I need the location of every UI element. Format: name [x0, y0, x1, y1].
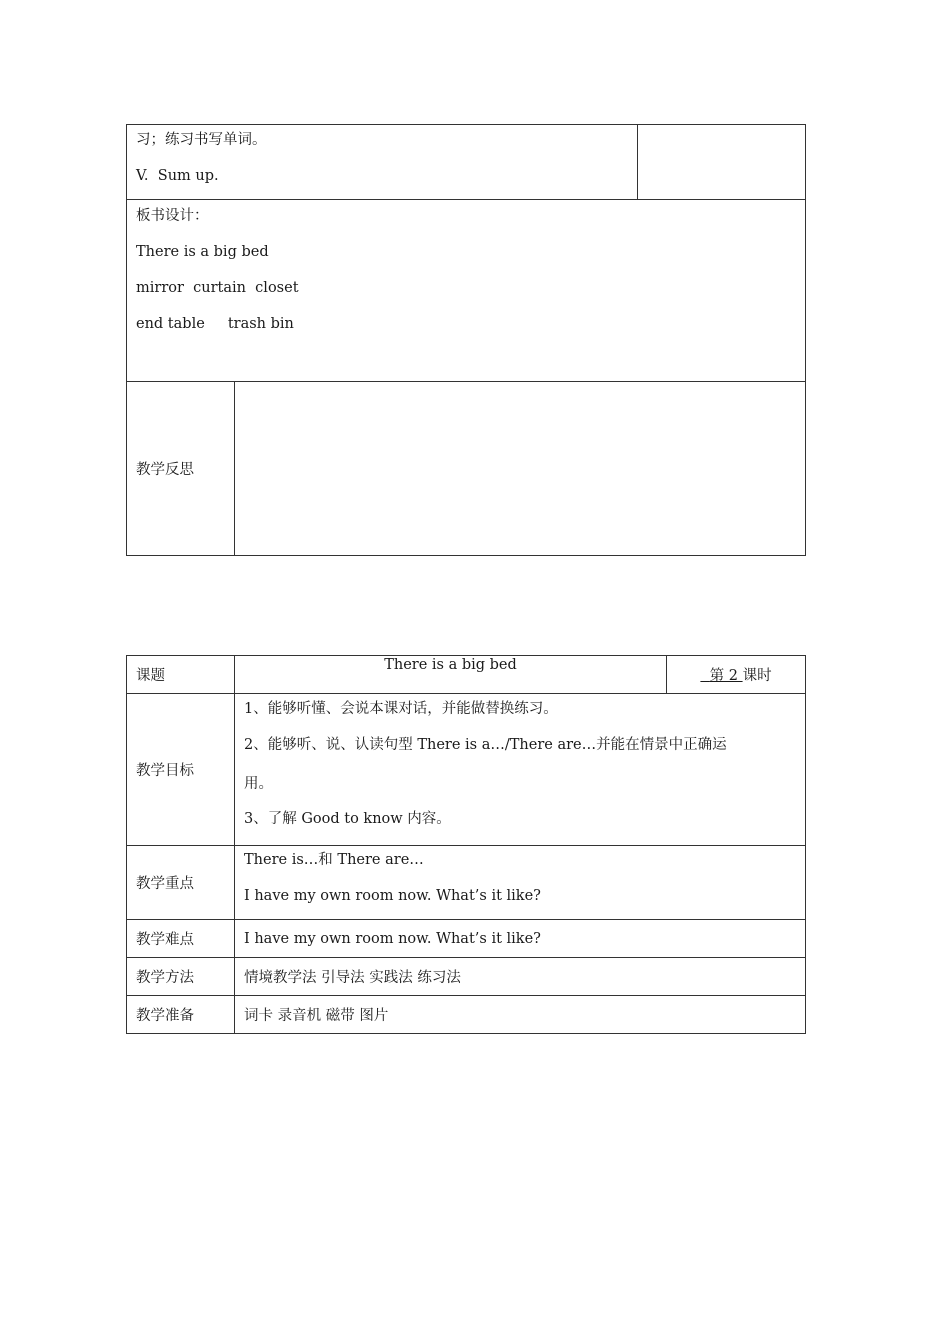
key-points-label: 教学重点	[127, 846, 235, 920]
goals-content	[235, 694, 806, 846]
key-point-line: There is…和 There are…	[244, 852, 424, 868]
goal-line: 1、能够听懂、会说本课对话，并能做替换练习。	[244, 701, 558, 717]
goals-label: 教学目标	[127, 694, 235, 846]
board-design-label: 板书设计：	[136, 208, 209, 224]
lesson-number-value: 第 2	[709, 668, 743, 684]
procedure-line: 习；练习书写单词。	[136, 132, 267, 148]
difficulties-label: 教学难点	[127, 920, 235, 958]
empty-cell	[638, 125, 806, 200]
procedure-line: V. Sum up.	[136, 168, 219, 184]
topic-label: 课题	[127, 656, 235, 694]
board-design-line: mirror curtain closet	[136, 280, 299, 296]
methods-label: 教学方法	[127, 958, 235, 996]
goal-line: 3、了解 Good to know 内容。	[244, 811, 451, 827]
lesson-suffix: 课时	[742, 668, 772, 684]
lesson-number	[667, 656, 806, 694]
lesson-plan-table-continued	[126, 124, 806, 556]
goal-line: 用。	[244, 776, 273, 792]
board-design-line: There is a big bed	[136, 244, 269, 260]
procedure-cell	[127, 125, 638, 200]
preparation-label: 教学准备	[127, 996, 235, 1034]
board-design-line: end table trash bin	[136, 316, 294, 332]
reflection-label: 教学反思	[127, 382, 235, 556]
lesson-plan-table	[126, 655, 806, 1034]
board-design-cell	[127, 200, 806, 382]
preparation-content: 词卡 录音机 磁带 图片	[235, 996, 806, 1034]
methods-content: 情境教学法 引导法 实践法 练习法	[235, 958, 806, 996]
topic-value: There is a big bed	[235, 656, 667, 694]
reflection-content	[235, 382, 806, 556]
goal-line: 2、能够听、说、认读句型 There is a…/There are…并能在情景中正确运	[244, 737, 727, 753]
key-point-line: I have my own room now. What’s it like?	[244, 888, 541, 904]
key-points-content	[235, 846, 806, 920]
difficulties-content: I have my own room now. What’s it like?	[235, 920, 806, 958]
